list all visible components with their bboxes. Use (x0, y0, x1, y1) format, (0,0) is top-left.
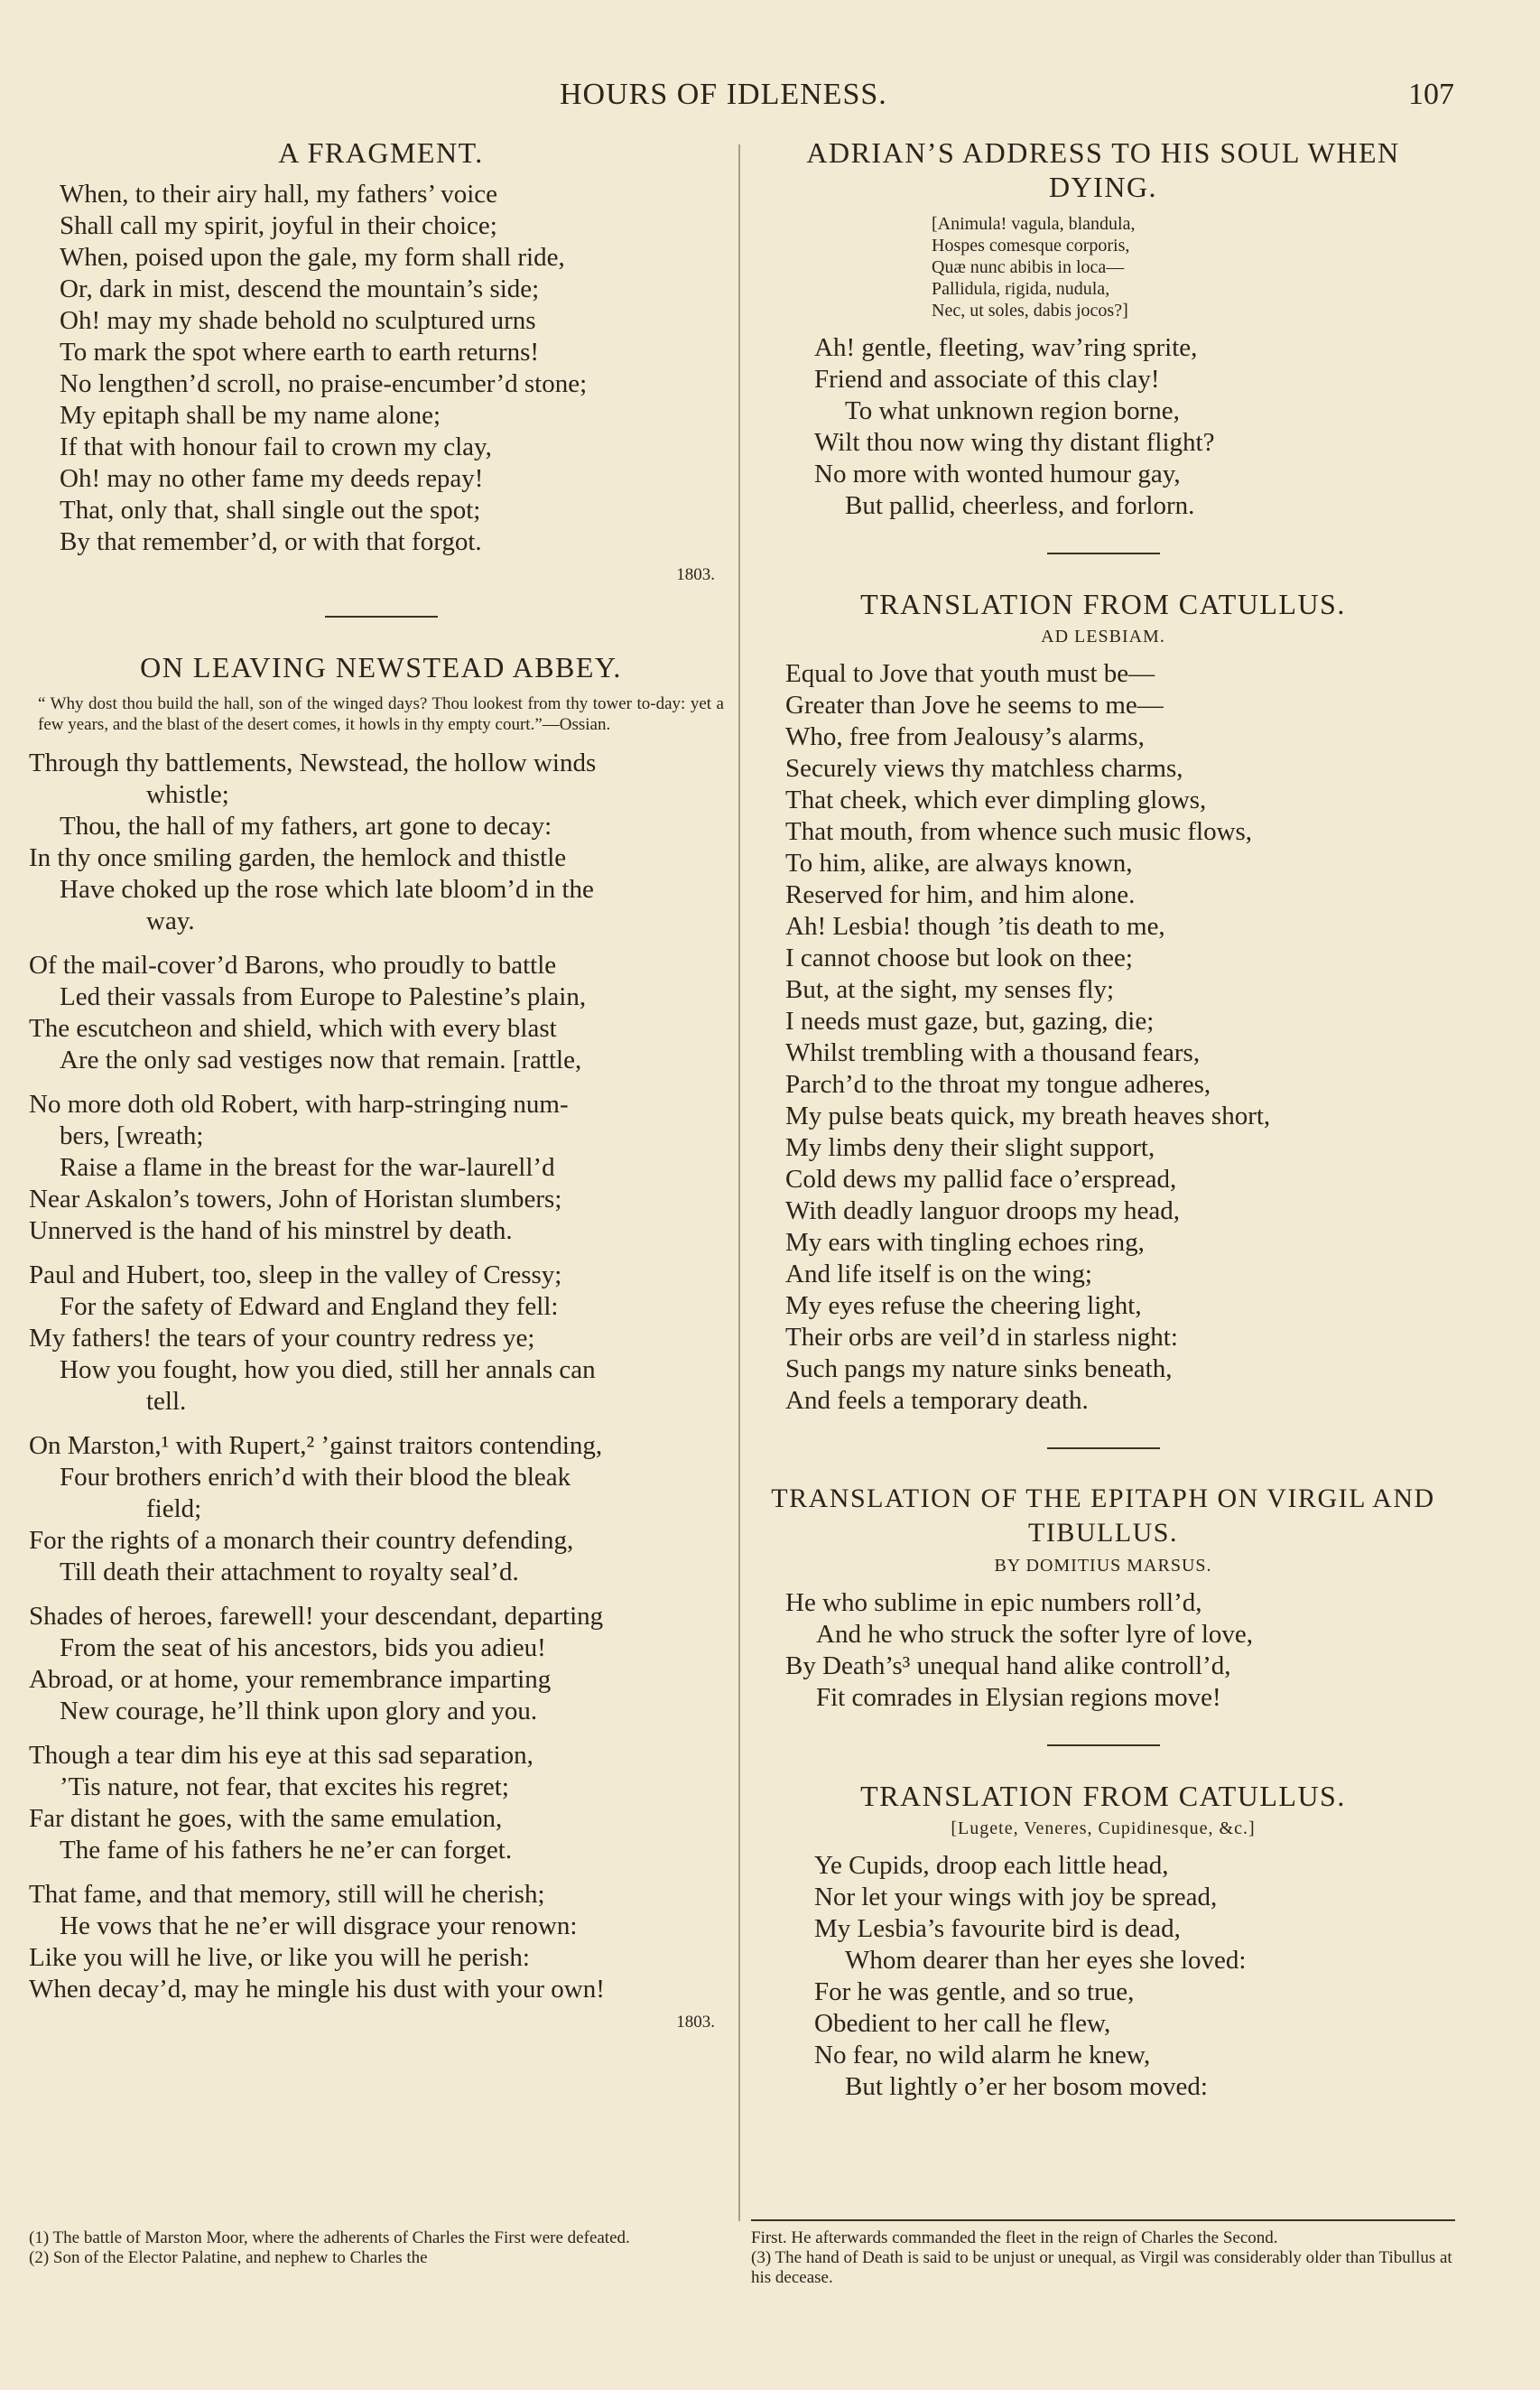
poem-title: TRANSLATION OF THE EPITAPH ON VIRGIL AND TIBULLUS. (771, 1483, 1435, 1548)
stanza (29, 1740, 733, 1866)
running-header (0, 78, 1540, 123)
footnotes-right (751, 2228, 1455, 2288)
section-rule (1047, 1744, 1160, 1746)
verse-line: By that remember’d, or with that forgot. (60, 527, 482, 556)
verse-line: Raise a flame in the breast for the war-laurell’d (60, 1153, 555, 1182)
verse-line: Near Askalon’s towers, John of Horistan slumbers; (29, 1185, 562, 1214)
verse-line: To him, alike, are always known, (785, 849, 1133, 878)
page-number: 107 (1408, 78, 1454, 111)
verse-line: No fear, no wild alarm he knew, (814, 2041, 1151, 2069)
stanza (29, 1260, 733, 1418)
verse-line: Of the mail-cover’d Barons, who proudly to battle (29, 951, 557, 980)
verse-line: But lightly o’er her bosom moved: (845, 2072, 1208, 2101)
verse-line: How you fought, how you died, still her annals can (60, 1355, 596, 1384)
footnote: (2) Son of the Elector Palatine, and nephew to Charles the (29, 2248, 428, 2267)
poem-title: ON LEAVING NEWSTEAD ABBEY. (140, 651, 622, 684)
verse-line: When, to their airy hall, my fathers’ voice (60, 180, 498, 209)
verse-line: Reserved for him, and him alone. (785, 880, 1136, 909)
verse-line: Paul and Hubert, too, sleep in the valley of Cressy; (29, 1260, 562, 1289)
stanza (785, 658, 1455, 1417)
verse-line: way. (146, 907, 195, 935)
verse-line: Parch’d to the throat my tongue adheres, (785, 1070, 1211, 1099)
verse-line: tell. (146, 1387, 187, 1416)
verse-line: On Marston,¹ with Rupert,² ’gainst traitors contending, (29, 1431, 603, 1460)
verse-line: Ah! Lesbia! though ’tis death to me, (785, 912, 1165, 941)
running-title: HOURS OF IDLENESS. (560, 78, 887, 111)
verse-line: For he was gentle, and so true, (814, 1977, 1135, 2006)
verse-line: That fame, and that memory, still will he cherish; (29, 1880, 545, 1909)
verse-line: My fathers! the tears of your country redress ye; (29, 1324, 535, 1353)
verse-line: Cold dews my pallid face o’erspread, (785, 1165, 1177, 1194)
verse-line: To what unknown region borne, (845, 396, 1180, 425)
verse-line: Equal to Jove that youth must be— (785, 659, 1155, 688)
verse-line: No more with wonted humour gay, (814, 460, 1181, 488)
latin-line: Nec, ut soles, dabis jocos?] (932, 301, 1128, 321)
stanza (29, 1430, 733, 1588)
verse-line: bers, [wreath; (60, 1121, 204, 1150)
verse-line: Oh! may my shade behold no sculptured urns (60, 306, 536, 335)
verse-line: Ye Cupids, droop each little head, (814, 1851, 1169, 1880)
verse-line: For the safety of Edward and England they fell: (60, 1292, 559, 1321)
stanza (29, 748, 733, 937)
verse-line: Have choked up the rose which late bloom’d in the (60, 875, 594, 904)
stanza (29, 950, 733, 1076)
verse-line: In thy once smiling garden, the hemlock and thistle (29, 843, 567, 872)
verse-line: New courage, he’ll think upon glory and you. (60, 1697, 538, 1725)
verse-line: Till death their attachment to royalty seal’d. (60, 1558, 519, 1586)
verse-line: Thou, the hall of my fathers, art gone to decay: (60, 812, 552, 841)
verse-line: For the rights of a monarch their country defending, (29, 1526, 574, 1555)
verse-line: Obedient to her call he flew, (814, 2009, 1111, 2038)
verse-line: Whom dearer than her eyes she loved: (845, 1946, 1247, 1975)
verse-line: Abroad, or at home, your remembrance imparting (29, 1665, 552, 1694)
column-divider (738, 144, 740, 2221)
verse-line: Friend and associate of this clay! (814, 365, 1160, 394)
verse-line: When, poised upon the gale, my form shall ride, (60, 243, 565, 272)
latin-original (932, 213, 1455, 321)
verse-line: My eyes refuse the cheering light, (785, 1291, 1142, 1320)
verse-line: field; (146, 1494, 202, 1523)
poem-subtitle: [Lugete, Veneres, Cupidinesque, &c.] (951, 1818, 1256, 1838)
verse-line: He vows that he ne’er will disgrace your renown: (60, 1911, 578, 1940)
verse-line: I needs must gaze, but, gazing, die; (785, 1007, 1155, 1036)
verse-line: Wilt thou now wing thy distant flight? (814, 428, 1215, 457)
verse-line: The escutcheon and shield, which with every blast (29, 1014, 557, 1043)
verse-line: My pulse beats quick, my breath heaves short, (785, 1102, 1271, 1130)
verse-line: And life itself is on the wing; (785, 1260, 1092, 1288)
footnote: (1) The battle of Marston Moor, where the adherents of Charles the First were defeated. (29, 2228, 630, 2247)
poem-date: 1803. (676, 2013, 715, 2032)
verse-line: Fit comrades in Elysian regions move! (816, 1683, 1221, 1712)
epigraph: “ Why dost thou build the hall, son of the winged days? Thou lookest from thy tower to-day: yet a few years, and the blast of the desert comes, it howls in thy empty court.”—Ossian. (38, 694, 724, 734)
verse-line: No lengthen’d scroll, no praise-encumber’d stone; (60, 369, 588, 398)
verse-line: My limbs deny their slight support, (785, 1133, 1155, 1162)
verse-line: I cannot choose but look on thee; (785, 944, 1133, 972)
verse-line: To mark the spot where earth to earth returns! (60, 338, 540, 367)
latin-line: [Animula! vagula, blandula, (932, 214, 1136, 234)
verse-line: Or, dark in mist, descend the mountain’s side; (60, 274, 540, 303)
verse-line: Shades of heroes, farewell! your descendant, departing (29, 1602, 604, 1631)
stanza (814, 1850, 1455, 2103)
verse-line: No more doth old Robert, with harp-stringing num- (29, 1090, 569, 1119)
poem-subtitle: AD LESBIAM. (1041, 627, 1165, 646)
right-column (751, 135, 1455, 2116)
verse-line: Far distant he goes, with the same emulation, (29, 1804, 503, 1833)
poem-title: TRANSLATION FROM CATULLUS. (860, 1780, 1346, 1812)
verse-line: Like you will he live, or like you will he perish: (29, 1943, 530, 1972)
footnotes-left (29, 2228, 733, 2268)
poem-subtitle: BY DOMITIUS MARSUS. (994, 1556, 1212, 1576)
verse-line: Nor let your wings with joy be spread, (814, 1883, 1218, 1911)
poem-title: ADRIAN’S ADDRESS TO HIS SOUL WHEN DYING. (806, 136, 1400, 203)
verse-line: My epitaph shall be my name alone; (60, 401, 441, 430)
section-rule (1047, 1447, 1160, 1449)
verse-line: And feels a temporary death. (785, 1386, 1089, 1415)
stanza (29, 1601, 733, 1727)
verse-line: And he who struck the softer lyre of love, (816, 1620, 1254, 1649)
latin-line: Quæ nunc abibis in loca— (932, 257, 1125, 277)
verse-line: My Lesbia’s favourite bird is dead, (814, 1914, 1181, 1943)
verse-line: Such pangs my nature sinks beneath, (785, 1354, 1173, 1383)
verse-line: That mouth, from whence such music flows, (785, 817, 1253, 846)
left-column (29, 135, 733, 2032)
verse-line: Ah! gentle, fleeting, wav’ring sprite, (814, 333, 1198, 362)
verse-line: Are the only sad vestiges now that remain. [rattle, (60, 1046, 582, 1074)
verse-line: Four brothers enrich’d with their blood the bleak (60, 1463, 571, 1492)
verse-line: But pallid, cheerless, and forlorn. (845, 491, 1195, 520)
poem-title: TRANSLATION FROM CATULLUS. (860, 588, 1346, 620)
verse-line: With deadly languor droops my head, (785, 1196, 1180, 1225)
verse-line: Shall call my spirit, joyful in their choice; (60, 211, 497, 240)
verse-line: The fame of his fathers he ne’er can forget. (60, 1836, 513, 1865)
verse-line: By Death’s³ unequal hand alike controll’d, (785, 1651, 1231, 1680)
verse-line: Oh! may no other fame my deeds repay! (60, 464, 484, 493)
footnote: (3) The hand of Death is said to be unjust or unequal, as Virgil was considerably older than Tibullus at his decease. (751, 2248, 1452, 2287)
verse-line: Led their vassals from Europe to Palestine’s plain, (60, 982, 587, 1011)
verse-line: That, only that, shall single out the spot; (60, 496, 481, 525)
stanza (814, 332, 1455, 522)
verse-line: Unnerved is the hand of his minstrel by death. (29, 1216, 513, 1245)
latin-line: Pallidula, rigida, nudula, (932, 279, 1110, 299)
verse-line: whistle; (146, 780, 229, 809)
verse-line: Securely views thy matchless charms, (785, 754, 1183, 783)
verse-line: When decay’d, may he mingle his dust with your own! (29, 1975, 605, 2004)
verse-line: ’Tis nature, not fear, that excites his regret; (60, 1772, 509, 1801)
poem-title: A FRAGMENT. (278, 136, 484, 169)
verse-line: That cheek, which ever dimpling glows, (785, 786, 1207, 814)
section-rule (1047, 553, 1160, 554)
stanza (29, 1879, 733, 2005)
verse-line: Through thy battlements, Newstead, the hollow winds (29, 749, 597, 777)
verse-line: But, at the sight, my senses fly; (785, 975, 1115, 1004)
footnote-rule (751, 2219, 1455, 2221)
stanza (29, 179, 733, 558)
section-rule (325, 616, 438, 618)
verse-line: He who sublime in epic numbers roll’d, (785, 1588, 1202, 1617)
stanza (785, 1587, 1455, 1714)
poem-date: 1803. (676, 565, 715, 584)
verse-line: Greater than Jove he seems to me— (785, 691, 1164, 720)
verse-line: Their orbs are veil’d in starless night: (785, 1323, 1178, 1352)
verse-line: Who, free from Jealousy’s alarms, (785, 722, 1145, 751)
stanza (29, 1089, 733, 1247)
verse-line: If that with honour fail to crown my clay, (60, 432, 492, 461)
verse-line: From the seat of his ancestors, bids you adieu! (60, 1633, 546, 1662)
verse-line: Though a tear dim his eye at this sad separation, (29, 1741, 533, 1770)
latin-line: Hospes comesque corporis, (932, 236, 1130, 256)
verse-line: My ears with tingling echoes ring, (785, 1228, 1145, 1257)
verse-line: Whilst trembling with a thousand fears, (785, 1038, 1201, 1067)
footnote: First. He afterwards commanded the fleet in the reign of Charles the Second. (751, 2228, 1278, 2247)
